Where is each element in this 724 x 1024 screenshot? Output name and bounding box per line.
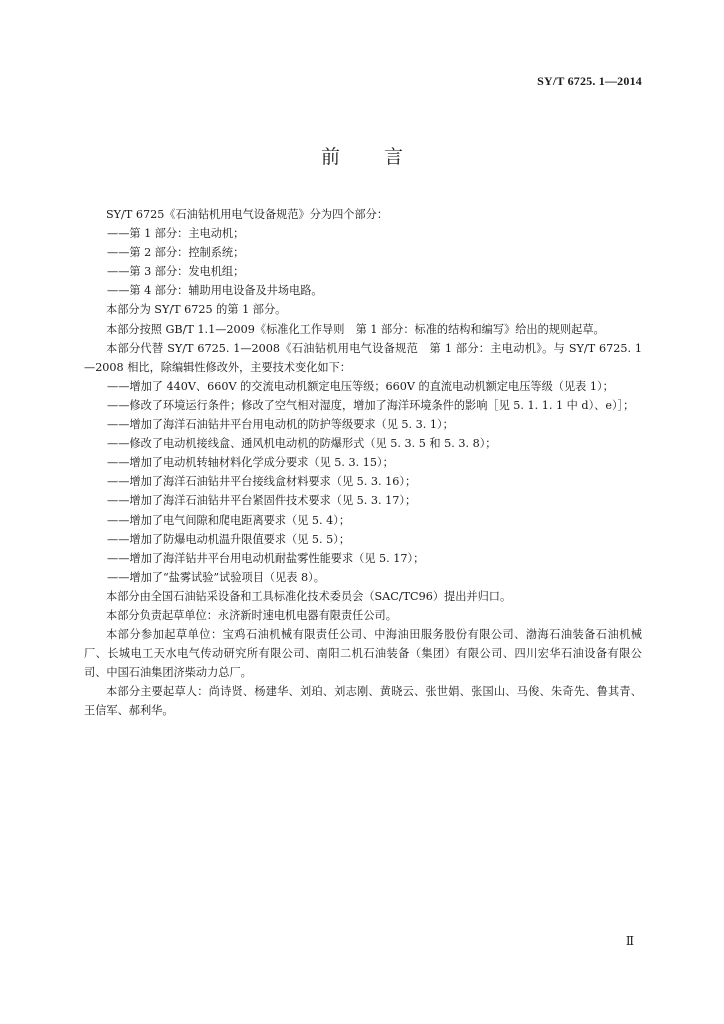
change-list-item: ——修改了环境运行条件；修改了空气相对湿度，增加了海洋环境条件的影响［见 5. 1. 1. 1 中 d）、e）］； — [107, 398, 635, 412]
part-of-paragraph: 本部分为 SY/T 6725 的第 1 部分。 — [106, 303, 287, 317]
change-list-item: ——增加了电气间隙和爬电距离要求（见 5. 4）； — [107, 513, 351, 527]
drafting-rules-paragraph: 本部分按照 GB/T 1.1—2009《标准化工作导则 第 1 部分：标准的结构和编写》给出的规则起草。 — [106, 322, 605, 336]
change-list-item: ——修改了电动机接线盒、通风机电动机的防爆形式（见 5. 3. 5 和 5. 3. 8）； — [107, 437, 497, 451]
part-list-item: ——第 4 部分：辅助用电设备及井场电路。 — [107, 284, 323, 298]
change-list-item: ——增加了海洋石油钻井平台紧固件技术要求（见 5. 3. 17）； — [107, 494, 417, 508]
proposed-by-paragraph: 本部分由全国石油钻采设备和工具标准化技术委员会（SAC/TC96）提出并归口。 — [106, 589, 512, 603]
title-char-2: 言 — [384, 146, 404, 168]
change-list-item: ——增加了电动机转轴材料化学成分要求（见 5. 3. 15）； — [107, 456, 394, 470]
responsible-unit-paragraph: 本部分负责起草单位：永济新时速电机电器有限责任公司。 — [106, 608, 397, 622]
part-list-item: ——第 3 部分：发电机组； — [107, 265, 245, 279]
drafters-paragraph: 本部分主要起草人：尚诗贤、杨建华、刘珀、刘志刚、黄晓云、张世娟、张国山、马俊、朱奇先、鲁其青、王信军、郝利华。 — [84, 685, 642, 718]
part-list-item: ——第 2 部分：控制系统； — [107, 246, 245, 260]
replaces-paragraph: 本部分代替 SY/T 6725. 1—2008《石油钻机用电气设备规范 第 1 部分：主电动机》。与 SY/T 6725. 1—2008 相比，除编辑性修改外，主要技术变化如下： — [84, 341, 642, 374]
change-list-item: ——增加了 440V、660V 的交流电动机额定电压等级；660V 的直流电动机额定电压等级（见表 1）； — [107, 379, 614, 393]
change-list-item: ——增加了海洋石油钻井平台接线盒材料要求（见 5. 3. 16）； — [107, 475, 417, 489]
part-list-item: ——第 1 部分：主电动机； — [107, 227, 245, 241]
change-list-item: ——增加了“盐雾试验”试验项目（见表 8）。 — [107, 570, 325, 584]
change-list-item: ——增加了海洋石油钻井平台用电动机的防护等级要求（见 5. 3. 1）； — [107, 418, 454, 432]
standard-code: SY/T 6725. 1—2014 — [537, 74, 642, 88]
page-title — [0, 142, 724, 169]
change-list-item: ——增加了防爆电动机温升限值要求（见 5. 5）； — [107, 532, 351, 546]
page-number: Ⅱ — [625, 934, 634, 948]
foreword-body — [84, 205, 642, 721]
title-char-1: 前 — [320, 146, 340, 168]
intro-paragraph: SY/T 6725《石油钻机用电气设备规范》分为四个部分： — [106, 208, 389, 221]
change-list-item: ——增加了海洋钻井平台用电动机耐盐雾性能要求（见 5. 17）； — [107, 551, 425, 565]
participating-units-paragraph: 本部分参加起草单位：宝鸡石油机械有限责任公司、中海油田服务股份有限公司、渤海石油装备石油机械厂、长城电工天水电气传动研究所有限公司、南阳二机石油装备（集团）有限公司、四川宏华石油设备有限公司、中国石油集团济柴动力总厂。 — [84, 628, 642, 680]
